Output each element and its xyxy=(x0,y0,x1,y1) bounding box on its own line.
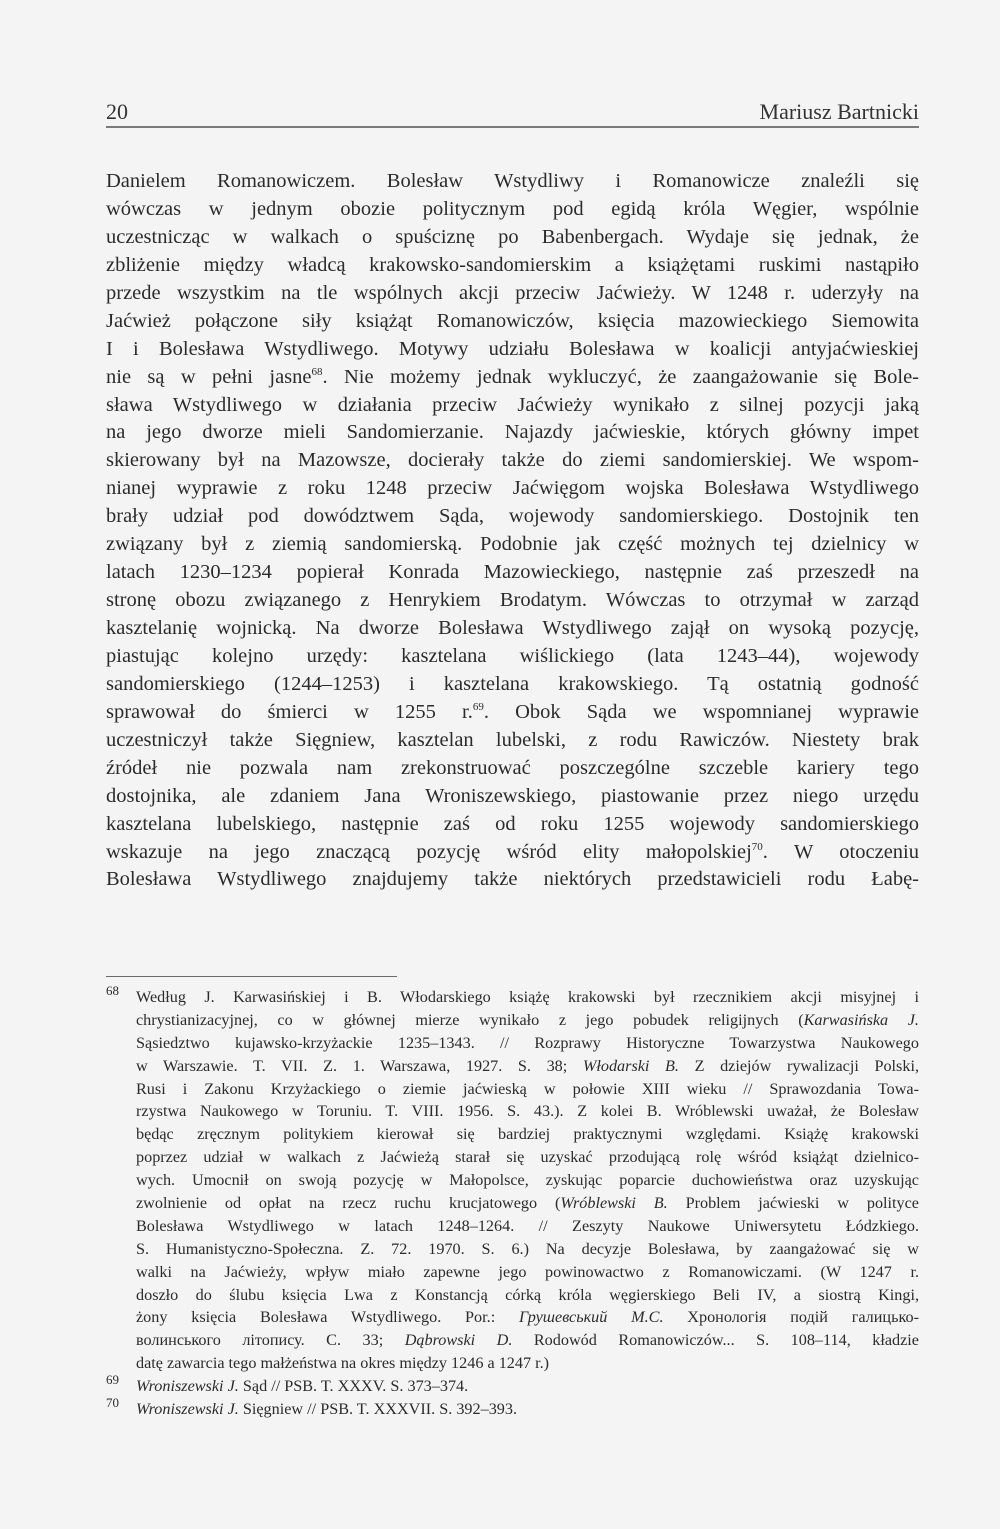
body-line: brały udział pod dowództwem Sąda, wojewody sandomierskiego. Dostojnik ten xyxy=(106,505,919,528)
body-line: dostojnika, ale zdaniem Jana Wroniszewskiego, piastowanie przez niego urzędu xyxy=(106,784,919,807)
footnote-68 xyxy=(106,1306,919,1329)
running-header-author: Mariusz Bartnicki xyxy=(759,99,919,124)
footnote-line: będąc zręcznym politykiem kierował się bardziej praktycznymi względami. Książę krakowski xyxy=(136,1125,919,1144)
footnote-68 xyxy=(106,1032,919,1055)
body-line: zbliżenie między władcą krakowsko-sandomierskim a książętami ruskimi nastąpiło xyxy=(106,253,919,276)
citation-author: Wroniszewski J. xyxy=(136,1377,239,1396)
footnote-line: rzystwa Naukowego w Toruniu. T. VIII. 1956. S. 43.). Z kolei B. Wróblewski uważał, że Bolesław xyxy=(136,1102,919,1121)
body-line: latach 1230–1234 popierał Konrada Mazowieckiego, następnie zaś przeszedł na xyxy=(106,561,919,584)
body-line: sandomierskiego (1244–1253) i kasztelana krakowskiego. Tą ostatnią godność xyxy=(106,672,919,695)
footnote-line: Rusi i Zakonu Krzyżackiego o ziemie jaćwieską w połowie XIII wieku // Sprawozdania Towa- xyxy=(136,1079,919,1098)
body-line: sława Wstydliwego w działania przeciw Jaćwieży wynikało z silnej pozycji jaką xyxy=(106,393,919,416)
footnote-68 xyxy=(106,1100,919,1123)
body-line: wówczas w jednym obozie politycznym pod egidą króla Węgier, wspólnie xyxy=(106,197,919,220)
footnotes xyxy=(106,983,919,1421)
footnote-line: wych. Umocnił on swoją pozycję w Małopolsce, zyskując poparcie duchowieństwa oraz uzyskując xyxy=(136,1171,919,1190)
footnote-line: poprzez udział w walkach z Jaćwieżą starał się uzyskać przodującą rolę wśród książąt dzielnico- xyxy=(136,1148,919,1167)
body-line: stronę obozu związanego z Henrykiem Brodatym. Wówczas to otrzymał w zarząd xyxy=(106,589,919,612)
footnote-line: walki na Jaćwieży, wpływ miało zapewne jego powinowactwo z Romanowiczami. (W 1247 r. xyxy=(136,1262,919,1281)
footnote-line: chrystianizacyjnej, co w głównej mierze wynikało z jego pobudek religijnych (Karwasińska J. xyxy=(136,1010,919,1029)
footnote-reference[interactable]: 69 xyxy=(472,700,484,713)
body-line: skierowany był na Mazowsze, docierały także do ziemi sandomierskiej. We wspom- xyxy=(106,449,919,472)
footnote-number: 70 xyxy=(106,1395,119,1411)
footnote-line: zwolnienie od opłat na rzecz ruchu krucjatowego (Wróblewski B. Problem jaćwieski w polityce xyxy=(136,1194,919,1213)
body-line: Danielem Romanowiczem. Bolesław Wstydliwy i Romanowicze znaleźli się xyxy=(106,170,919,192)
footnote-line: S. Humanistyczno-Społeczna. Z. 72. 1970. S. 6.) Na decyzje Bolesława, by zaangażować się w xyxy=(136,1239,919,1258)
footnote-line: Bolesława Wstydliwego w latach 1248–1264. // Zeszyty Naukowe Uniwersytetu Łódzkiego. xyxy=(136,1216,919,1235)
footnote-line: волинського літопису. С. 33; Dąbrowski D. Rodowód Romanowiczów... S. 108–114, kładzie xyxy=(136,1331,919,1350)
footnote-68 xyxy=(106,1329,919,1352)
footnote-68 xyxy=(106,1261,919,1284)
body-line: uczestniczył także Sięgniew, kasztelan lubelski, z rodu Rawiczów. Niestety brak xyxy=(106,728,919,751)
footnote-line: Wroniszewski J. Sąd // PSB. T. XXXV. S. 373–374. xyxy=(136,1377,469,1396)
footnote-68 xyxy=(106,1238,919,1261)
body-line: związany był z ziemią sandomierską. Podobnie jak część możnych tej dzielnicy w xyxy=(106,533,919,556)
header-rule xyxy=(106,126,919,128)
body-line: Bolesława Wstydliwego znajdujemy także niektórych przedstawicieli rodu Łabę- xyxy=(106,868,919,891)
footnote-68 xyxy=(106,1284,919,1307)
footnote-separator xyxy=(106,976,397,977)
main-text xyxy=(106,168,919,894)
footnote-68 xyxy=(106,1055,919,1078)
footnote-line: Według J. Karwasińskiej i B. Włodarskiego książę krakowski był rzecznikiem akcji misyjnej i xyxy=(136,988,919,1006)
footnote-line: datę zawarcia tego małżeństwa na okres między 1246 a 1247 r.) xyxy=(136,1354,550,1373)
body-line: sprawował do śmierci w 1255 r.$^{69}$. Obok Sąda we wspomnianej wyprawie xyxy=(106,700,919,723)
footnote-68 xyxy=(106,1215,919,1238)
footnote-70 xyxy=(106,1395,919,1421)
body-line: piastując kolejno urzędy: kasztelana wiślickiego (lata 1243–44), wojewody xyxy=(106,644,919,667)
body-line: nianej wyprawie z roku 1248 przeciw Jaćwięgom wojska Bolesława Wstydliwego xyxy=(106,477,919,500)
body-line: wskazuje na jego znaczącą pozycję wśród elity małopolskiej$^{70}$. W otoczeniu xyxy=(106,840,919,863)
footnote-number: 69 xyxy=(106,1372,119,1388)
citation-author: Dąbrowski D. xyxy=(404,1331,513,1350)
footnote-68 xyxy=(106,1078,919,1101)
body-line: kasztelana lubelskiego, następnie zaś od roku 1255 wojewody sandomierskiego xyxy=(106,812,919,835)
body-line: kasztelanię wojnicką. Na dworze Bolesława Wstydliwego zajął on wysoką pozycję, xyxy=(106,617,919,639)
footnote-number: 68 xyxy=(106,983,119,998)
citation-author: Грушевський М.С. xyxy=(518,1308,664,1327)
footnote-line: doszło do ślubu księcia Lwa z Konstancją córką króla węgierskiego Beli IV, a siostrą Kingi, xyxy=(136,1285,919,1304)
body-line: I i Bolesława Wstydliwego. Motywy udziału Bolesława w koalicji antyjaćwieskiej xyxy=(106,337,919,360)
body-line: na jego dworze mieli Sandomierzanie. Najazdy jaćwieskie, których główny impet xyxy=(106,421,919,444)
footnote-line: żony księcia Bolesława Wstydliwego. Por.: Грушевський М.С. Хронологія подій галицько- xyxy=(136,1308,919,1327)
running-header xyxy=(106,93,919,125)
footnote-reference[interactable]: 70 xyxy=(751,840,763,853)
body-line: nie są w pełni jasne$^{68}$. Nie możemy jednak wykluczyć, że zaangażowanie się Bole- xyxy=(106,365,919,388)
footnote-68 xyxy=(106,1123,919,1146)
body-line: źródeł nie pozwala nam zrekonstruować poszczególne szczeble kariery tego xyxy=(106,756,919,779)
footnote-68 xyxy=(106,1352,919,1375)
citation-author: Karwasińska J. xyxy=(803,1010,919,1029)
footnote-68 xyxy=(106,1192,919,1215)
citation-author: Wróblewski B. xyxy=(560,1194,668,1213)
footnote-69 xyxy=(106,1372,919,1398)
footnote-68 xyxy=(106,1146,919,1169)
footnote-68 xyxy=(106,1009,919,1032)
page-number: 20 xyxy=(106,99,128,124)
body-line: Jaćwież połączone siły książąt Romanowiczów, księcia mazowieckiego Siemowita xyxy=(106,309,919,332)
citation-author: Włodarski B. xyxy=(582,1056,679,1075)
footnote-line: Wroniszewski J. Sięgniew // PSB. T. XXXVII. S. 392–393. xyxy=(136,1400,518,1419)
footnote-68 xyxy=(106,983,919,1009)
footnote-line: w Warszawie. T. VII. Z. 1. Warszawa, 1927. S. 38; Włodarski B. Z dziejów rywalizacji Polski, xyxy=(136,1056,919,1075)
footnote-line: Sąsiedztwo kujawsko-krzyżackie 1235–1343. // Rozprawy Historyczne Towarzystwa Naukowego xyxy=(136,1033,919,1052)
body-line: przede wszystkim na tle wspólnych akcji przeciw Jaćwieży. W 1248 r. uderzyły na xyxy=(106,281,919,304)
citation-author: Wroniszewski J. xyxy=(136,1400,239,1419)
footnote-reference[interactable]: 68 xyxy=(311,365,323,378)
footnote-68 xyxy=(106,1169,919,1192)
body-line: uczestnicząc w walkach o spuściznę po Babenbergach. Wydaje się jednak, że xyxy=(106,225,919,248)
